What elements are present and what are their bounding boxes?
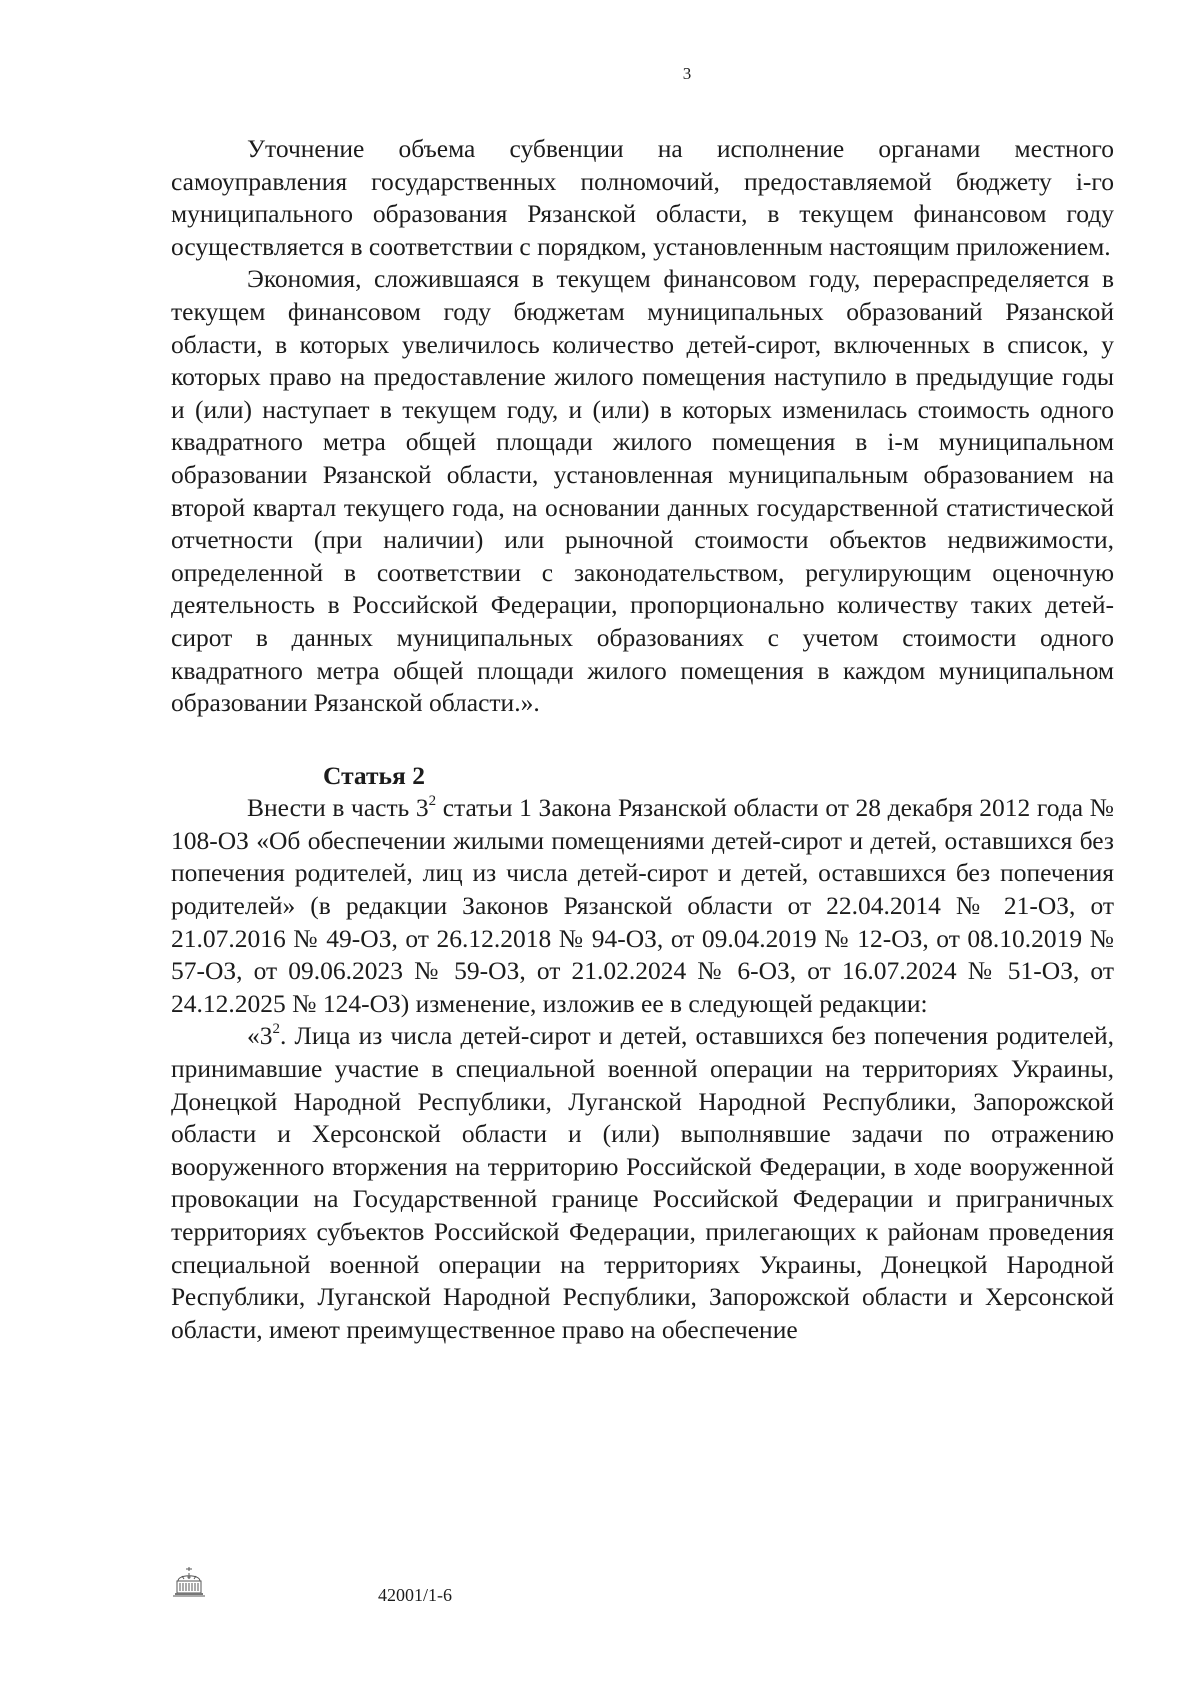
amendment-text-rest: . Лица из числа детей-сирот и детей, оставшихся без попечения родителей, принимавшие участие в специальной военной операции на территориях Украины, Донецкой Народной Республики, Луганской Народной Республики, Запорожской области и Херсонской области и (или) выполнявшие задачи по отражению вооруженного вторжения на территорию Российской Федерации, в ходе вооруженной провокации на Государственной границе Российской Федерации и приграничных территориях субъектов Российской Федерации, прилегающих к районам проведения специальной военной операции на территориях Украины, Донецкой Народной Республики, Луганской Народной Республики, Запорожской области и Херсонской области, имеют преимущественное право на обеспечение xyxy=(171,1021,1114,1344)
amendment-intro-start: Внести в часть 3 xyxy=(247,793,429,823)
coat-of-arms-icon xyxy=(170,1565,208,1599)
section-spacer xyxy=(171,720,1114,760)
document-body xyxy=(171,133,1114,1346)
document-code: 42001/1-6 xyxy=(378,1585,452,1605)
paragraph-subvention-clarification: Уточнение объема субвенции на исполнение органами местного самоуправления государственных полномочий, предоставляемой бюджету i-го муниципального образования Рязанской области, в текущем финансовом году осуществляется в соответствии с порядком, установленным настоящим приложением. xyxy=(171,134,1114,261)
paragraph-amendment-text xyxy=(171,1020,1114,1346)
paragraph-savings-redistribution: Экономия, сложившаяся в текущем финансовом году, перераспределяется в текущем финансовом году бюджетам муниципальных образований Рязанской области, в которых увеличилось количество детей-сирот, включенных в список, у которых право на предоставление жилого помещения наступило в предыдущие годы и (или) наступает в текущем году, и (или) в которых изменилась стоимость одного квадратного метра общей площади жилого помещения в i-м муниципальном образовании Рязанской области, установленная муниципальным образованием на второй квартал текущего года, на основании данных государственной статистической отчетности (при наличии) или рыночной стоимости объектов недвижимости, определенной в соответствии с законодательством, регулирующим оценочную деятельность в Российской Федерации, пропорционально количеству таких детей-сирот в данных муниципальных образованиях с учетом стоимости одного квадратного метра общей площади жилого помещения в каждом муниципальном образовании Рязанской области.». xyxy=(171,264,1114,718)
amendment-text-superscript: 2 xyxy=(272,1020,280,1037)
amendment-text-start: «3 xyxy=(247,1021,273,1051)
page-number: 3 xyxy=(682,64,692,83)
amendment-intro-superscript: 2 xyxy=(428,792,437,809)
article-heading: Статья 2 xyxy=(323,760,425,790)
paragraph-amendment-intro xyxy=(171,792,1114,1020)
amendment-intro-rest: статьи 1 Закона Рязанской области от 28 декабря 2012 года № 108-ОЗ «Об обеспечении жилыми помещениями детей-сирот и детей, оставшихся без попечения родителей, лиц из числа детей-сирот и детей, оставшихся без попечения родителей» (в редакции Законов Рязанской области от 22.04.2014 № 21-ОЗ, от 21.07.2016 № 49-ОЗ, от 26.12.2018 № 94-ОЗ, от 09.04.2019 № 12-ОЗ, от 08.10.2019 № 57-ОЗ, от 09.06.2023 № 59-ОЗ, от 21.02.2024 № 6-ОЗ, от 16.07.2024 № 51-ОЗ, от 24.12.2025 № 124-ОЗ) изменение, изложив ее в следующей редакции: xyxy=(171,793,1114,1018)
